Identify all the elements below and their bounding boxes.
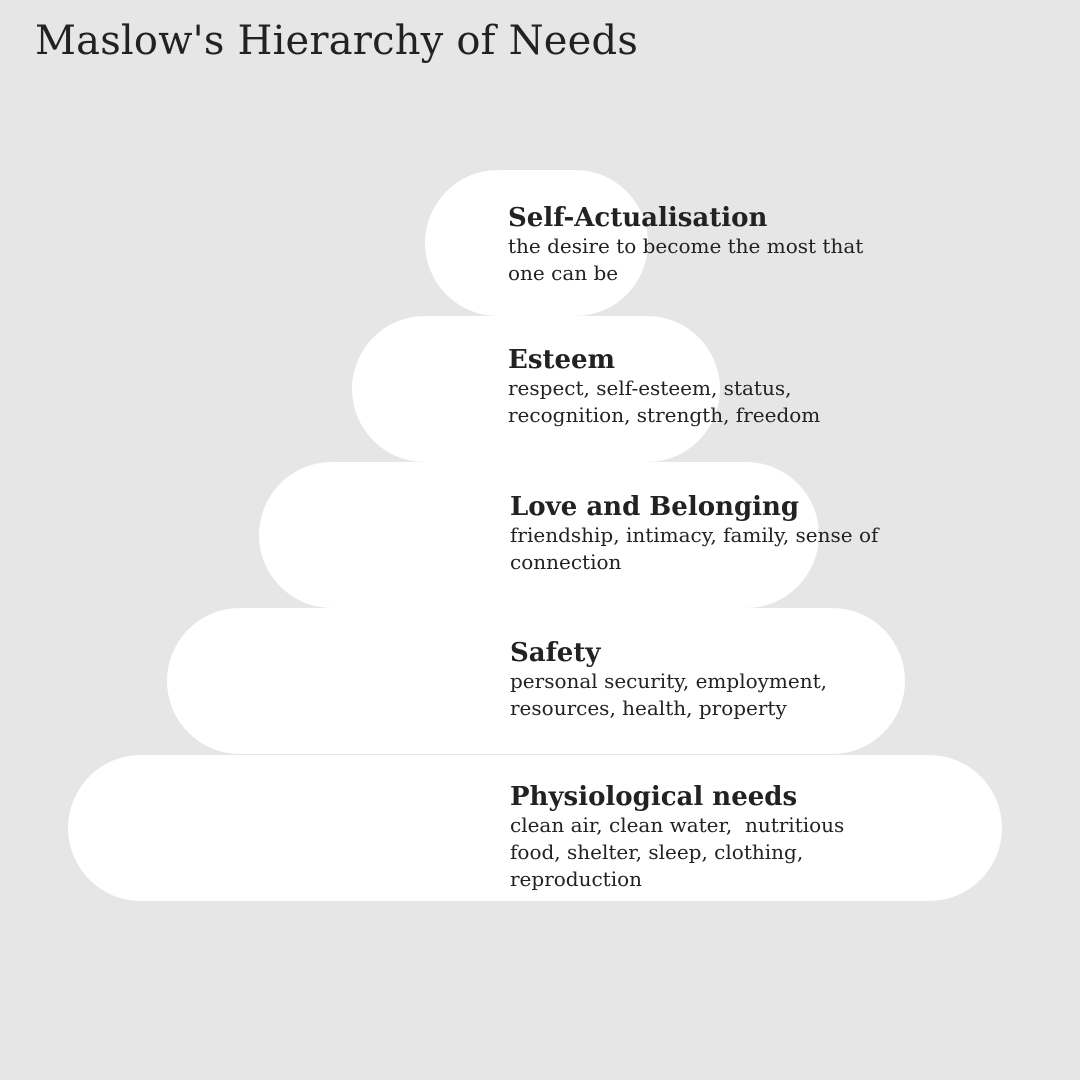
level-description: friendship, intimacy, family, sense of connection — [510, 523, 885, 574]
level-description: respect, self-esteem, status, recognition, strength, freedom — [508, 376, 821, 427]
level-heading: Self-Actualisation — [508, 203, 768, 233]
esteem-text — [508, 345, 828, 429]
level-description: clean air, clean water, nutritious food, shelter, sleep, clothing, reproduction — [510, 813, 851, 891]
level-heading: Esteem — [508, 345, 616, 375]
love-belonging-text — [510, 492, 885, 576]
page-title: Maslow's Hierarchy of Needs — [35, 18, 639, 64]
level-heading: Safety — [510, 638, 601, 668]
physiological-text — [510, 782, 890, 893]
level-description: the desire to become the most that one can be — [508, 234, 870, 285]
level-description: personal security, employment, resources, health, property — [510, 669, 834, 720]
safety-text — [510, 638, 840, 722]
level-heading: Physiological needs — [510, 782, 798, 812]
self-actualisation-text — [508, 203, 888, 287]
level-heading: Love and Belonging — [510, 492, 800, 522]
